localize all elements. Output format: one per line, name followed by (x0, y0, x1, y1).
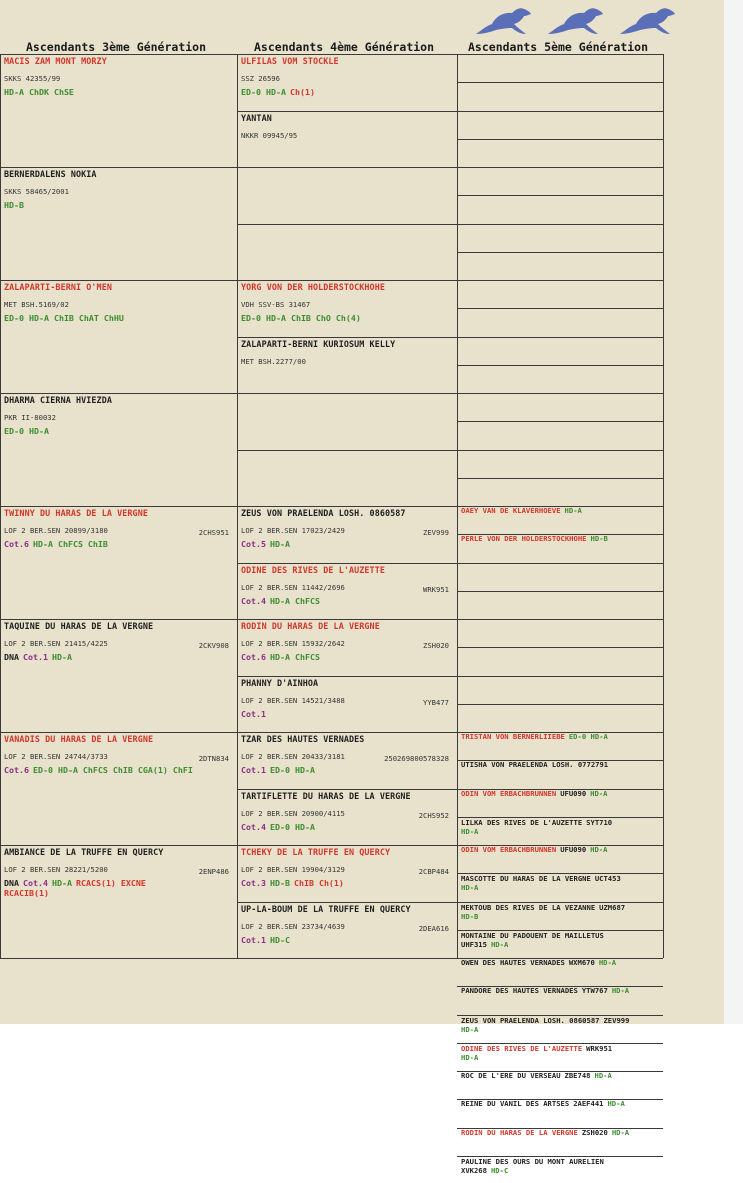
dog-name: YORG VON DER HOLDERSTOCKHOHE (241, 282, 385, 292)
dog-name: AMBIANCE DE LA TRUFFE EN QUERCY (4, 847, 164, 857)
registration-number: LOF 2 BER.SEN 21415/4225 (4, 639, 108, 648)
registration-number: LOF 2 BER.SEN 20899/3180 (4, 526, 108, 535)
tag-text: ED-0 HD-A (241, 87, 286, 97)
tag-line (461, 846, 661, 854)
grid-line (663, 54, 664, 958)
tag-text: HD-A (490, 940, 509, 949)
tag-text: ED-0 HD-A (4, 426, 49, 436)
running-dog-icon (474, 4, 532, 38)
dog-name: TARTIFLETTE DU HARAS DE LA VERGNE (241, 791, 411, 801)
ancestor-gen4-11 (241, 678, 453, 730)
registration-number: SKKS 58465/2001 (4, 187, 69, 196)
ancestor-gen5-4 (461, 168, 661, 194)
ancestor-gen4-4 (241, 282, 453, 335)
tag-text: Cot.1 (241, 765, 266, 775)
tag-text: ED-0 HD-A ChFCS ChIB CGA(1) ChFI (32, 765, 193, 775)
grid-line (237, 450, 457, 451)
ancestor-gen5-35 (461, 1044, 661, 1070)
tag-text: Cot.4 (241, 596, 266, 606)
registration-number: LOF 2 BER.SEN 15932/2642 (241, 639, 345, 648)
tag-text: HD-A (611, 987, 630, 995)
tag-text: ChIB Ch(1) (293, 878, 344, 888)
ancestor-gen5-23 (461, 705, 661, 731)
tag-text: HD-A ChFCS (269, 652, 320, 662)
ancestor-gen4-13 (241, 791, 453, 843)
grid-line (0, 506, 237, 507)
dog-name: ZALAPARTI-BERNI KURIOSUM KELLY (241, 339, 396, 349)
identification-code: ZEV999 (423, 528, 449, 537)
registration-number: LOF 2 BER.SEN 28221/5200 (4, 865, 108, 874)
tag-line (461, 761, 661, 769)
tag-text: HD-A ChFCS (269, 596, 320, 606)
tag-line (4, 87, 233, 97)
tag-text: TRISTAN VON BERNERLIIEBE (461, 733, 565, 741)
tag-text: WRK951 (586, 1044, 613, 1053)
ancestor-gen5-9 (461, 309, 661, 336)
tag-text: OWEN DES HAUTES VERNADES (461, 959, 565, 967)
tag-text: ZEV999 (603, 1016, 630, 1025)
tag-line (4, 426, 233, 436)
tag-line (461, 1053, 661, 1062)
registration-number: SSZ 26596 (241, 74, 280, 83)
tag-text: RCACS(1) EXCNE (75, 878, 146, 888)
ancestor-gen5-1 (461, 83, 661, 110)
tag-line (4, 313, 233, 323)
identification-code: 2CHS951 (198, 528, 229, 537)
dog-name: TAQUINE DU HARAS DE LA VERGNE (4, 621, 154, 631)
identification-code: 2DTN834 (198, 754, 229, 763)
tag-line (461, 535, 661, 543)
ancestor-gen5-37 (461, 1100, 661, 1127)
registration-number: LOF 2 BER.SEN 24744/3733 (4, 752, 108, 761)
grid-line (0, 845, 237, 846)
tag-text: MONTAINE DU PADOUENT DE MAILLETUS (461, 931, 604, 940)
ancestor-gen5-30 (461, 903, 661, 929)
dog-name: ZALAPARTI-BERNI O'MEN (4, 282, 112, 292)
grid-line (237, 506, 457, 507)
registration-number: LOF 2 BER.SEN 19904/3129 (241, 865, 345, 874)
ancestor-gen5-6 (461, 225, 661, 251)
tag-text: ED-0 HD-A ChIB ChO Ch(4) (241, 313, 361, 323)
tag-line (461, 507, 661, 515)
tag-text: HD-A (594, 1072, 612, 1080)
ancestor-gen5-11 (461, 366, 661, 392)
tag-text: UFU090 (560, 790, 587, 798)
ancestor-gen4-10 (241, 621, 453, 674)
ancestor-gen5-22 (461, 677, 661, 703)
ancestor-gen4-6 (241, 395, 453, 448)
tag-text: YTW767 (581, 987, 608, 995)
tag-text: ROC DE L'ERE DU VERSEAU (461, 1072, 561, 1080)
ancestor-gen4-15 (241, 904, 453, 956)
ancestor-gen4-5 (241, 339, 453, 391)
tag-text: HD-B (461, 912, 479, 921)
identification-code: 2CKV908 (198, 641, 229, 650)
ancestor-gen5-31 (461, 931, 661, 957)
tag-line (241, 822, 453, 832)
ancestor-gen3-0 (4, 56, 233, 165)
tag-text: ED-0 HD-A (269, 822, 315, 832)
page-edge (724, 0, 743, 1024)
tag-text: ZSH020 (581, 1129, 608, 1137)
identification-code: 2ENP486 (198, 867, 229, 876)
tag-text: HD-B (4, 200, 24, 210)
dog-name: TZAR DES HAUTES VERNADES (241, 734, 365, 744)
tag-text: UCT453 (594, 874, 621, 883)
tag-text: SYT710 (586, 818, 613, 827)
dog-name: YANTAN (241, 113, 272, 123)
tag-text: HD-A (598, 959, 617, 967)
tag-line (461, 874, 661, 883)
tag-text: Cot.4 (241, 822, 266, 832)
identification-code: 2DEA616 (418, 924, 449, 933)
tag-line (461, 790, 661, 798)
tag-line (241, 596, 453, 606)
registration-number: LOF 2 BER.SEN 20433/3181 (241, 752, 345, 761)
tag-text: Cot.6 (4, 765, 29, 775)
tag-text: 2AEF441 (573, 1100, 604, 1108)
tag-text: HD-A (590, 790, 608, 798)
dog-name: PHANNY D'AINHOA (241, 678, 319, 688)
tag-line (461, 733, 661, 741)
ancestor-gen4-12 (241, 734, 453, 787)
tag-text: Cot.5 (241, 539, 266, 549)
tag-text: UTISHA VON PRAELENDA LOSH. 0772791 (461, 761, 609, 769)
registration-number: PKR II-80032 (4, 413, 56, 422)
dog-name: DHARMA CIERNA HVIEZDA (4, 395, 112, 405)
tag-text: ED-0 HD-A (568, 733, 608, 741)
ancestor-gen5-8 (461, 281, 661, 307)
ancestor-gen4-3 (241, 226, 453, 278)
tag-line (241, 878, 453, 888)
tag-text: Cot.1 (241, 709, 266, 719)
ancestor-gen5-3 (461, 140, 661, 166)
registration-number: LOF 2 BER.SEN 11442/2696 (241, 583, 345, 592)
ancestor-gen5-39 (461, 1157, 661, 1183)
registration-number: MET BSH.2277/00 (241, 357, 306, 366)
ancestor-gen3-7 (4, 847, 233, 956)
registration-number: VDH SSV-BS 31467 (241, 300, 311, 309)
tag-text: XVK268 (461, 1166, 487, 1175)
registration-number: SKKS 42355/99 (4, 74, 61, 83)
ancestor-gen5-10 (461, 338, 661, 364)
grid-line (237, 732, 457, 733)
grid-line (237, 789, 457, 790)
tag-line (461, 940, 661, 949)
grid-line (237, 902, 457, 903)
tag-text: HD-B (269, 878, 290, 888)
grid-line (0, 732, 237, 733)
ancestor-gen3-5 (4, 621, 233, 730)
tag-text: LILKA DES RIVES DE L'AUZETTE (461, 818, 583, 827)
ancestor-gen5-27 (461, 818, 661, 844)
ancestor-gen5-16 (461, 507, 661, 533)
tag-text: RCACIB(1) (4, 888, 49, 898)
grid-line (0, 54, 237, 55)
grid-line (457, 958, 663, 959)
tag-text: HD-A ChDK ChSE (4, 87, 74, 97)
registration-number: LOF 2 BER.SEN 14521/3488 (241, 696, 345, 705)
ancestor-gen5-13 (461, 422, 661, 449)
ancestor-gen5-34 (461, 1016, 661, 1042)
tag-text: ODIN VOM ERBACHBRUNNEN (461, 790, 557, 798)
tag-line (241, 709, 453, 719)
tag-line (461, 1025, 661, 1034)
tag-line (461, 883, 661, 892)
tag-text: REINE DU VANIL DES ARTSES (461, 1100, 570, 1108)
tag-line (461, 1157, 661, 1166)
header-gen3: Ascendants 3ème Génération (26, 40, 207, 54)
ancestor-gen5-25 (461, 761, 661, 788)
ancestor-gen5-24 (461, 733, 661, 759)
registration-number: LOF 2 BER.SEN 17023/2429 (241, 526, 345, 535)
tag-line (461, 1100, 661, 1108)
grid-line (0, 280, 237, 281)
registration-number: MET BSH.5169/02 (4, 300, 69, 309)
tag-text: OAEY VAN DE KLAVERHOEVE (461, 507, 561, 515)
ancestor-gen5-12 (461, 394, 661, 420)
grid-line (0, 393, 237, 394)
identification-code: 2CHS952 (418, 811, 449, 820)
tag-text: HD-C (490, 1166, 509, 1175)
ancestor-gen4-1 (241, 113, 453, 165)
ancestor-gen5-5 (461, 196, 661, 223)
ancestor-gen5-19 (461, 592, 661, 618)
tag-line (461, 1129, 661, 1137)
dog-name: TCHEKY DE LA TRUFFE EN QUERCY (241, 847, 391, 857)
ancestor-gen5-17 (461, 535, 661, 562)
grid-line (237, 619, 457, 620)
tag-text: Cot.1 (23, 652, 48, 662)
identification-code: 2CBP484 (418, 867, 449, 876)
dog-name: VANADIS DU HARAS DE LA VERGNE (4, 734, 154, 744)
ancestor-gen5-18 (461, 564, 661, 590)
ancestor-gen3-4 (4, 508, 233, 617)
tag-text: Cot.6 (4, 539, 29, 549)
ancestor-gen3-3 (4, 395, 233, 504)
tag-text: MASCOTTE DU HARAS DE LA VERGNE (461, 874, 591, 883)
grid-line (237, 563, 457, 564)
identification-code: WRK951 (423, 585, 449, 594)
tag-line (4, 652, 233, 662)
ancestor-gen5-0 (461, 55, 661, 81)
ancestor-gen5-20 (461, 620, 661, 646)
tag-text: Cot.1 (241, 935, 266, 945)
tag-text: HD-A (269, 539, 290, 549)
tag-line (241, 935, 453, 945)
grid-line (237, 54, 457, 55)
tag-text: HD-A (51, 652, 72, 662)
tag-line (461, 1072, 661, 1080)
tag-text: Ch(1) (289, 87, 315, 97)
grid-line (237, 393, 457, 394)
tag-line (461, 931, 661, 940)
tag-text: UFU090 (560, 846, 587, 854)
tag-text: RODIN DU HARAS DE LA VERGNE (461, 1129, 578, 1137)
ancestor-gen5-33 (461, 987, 661, 1014)
tag-text: DNA (4, 878, 19, 888)
tag-text: Cot.3 (241, 878, 266, 888)
ancestor-gen5-28 (461, 846, 661, 872)
tag-text: HD-B (590, 535, 608, 543)
dog-name: BERNERDALENS NOKIA (4, 169, 97, 179)
tag-line (4, 878, 233, 888)
ancestor-gen5-2 (461, 112, 661, 138)
grid-line (237, 676, 457, 677)
tag-line (461, 903, 661, 912)
ancestor-gen5-14 (461, 451, 661, 477)
grid-line (0, 167, 237, 168)
tag-text: PAULINE DES OURS DU MONT AURELIEN (461, 1157, 604, 1166)
ancestor-gen5-15 (461, 479, 661, 505)
tag-text: ED-0 HD-A (269, 765, 315, 775)
grid-line (237, 845, 457, 846)
tag-text: HD-A (607, 1100, 625, 1108)
tag-line (461, 1044, 661, 1053)
ancestor-gen3-1 (4, 169, 233, 278)
grid-line (237, 224, 457, 225)
tag-text: HD-A (590, 846, 608, 854)
tag-text: HD-A (461, 1053, 479, 1062)
dog-name: RODIN DU HARAS DE LA VERGNE (241, 621, 380, 631)
tag-text: Cot.4 (23, 878, 48, 888)
tag-line (4, 539, 233, 549)
ancestor-gen5-32 (461, 959, 661, 985)
tag-line (461, 912, 661, 921)
tag-line (461, 818, 661, 827)
registration-number: LOF 2 BER.SEN 23734/4639 (241, 922, 345, 931)
grid-line (237, 111, 457, 112)
dog-name: UP-LA-BOUM DE LA TRUFFE EN QUERCY (241, 904, 411, 914)
header-gen4: Ascendants 4ème Génération (254, 40, 435, 54)
header-gen5: Ascendants 5ème Génération (468, 40, 649, 54)
dog-name: ZEUS VON PRAELENDA LOSH. 0860587 (241, 508, 406, 518)
ancestor-gen3-6 (4, 734, 233, 843)
ancestor-gen4-14 (241, 847, 453, 900)
tag-text: Cot.6 (241, 652, 266, 662)
ancestor-gen4-0 (241, 56, 453, 109)
tag-line (461, 827, 661, 836)
grid-line (237, 337, 457, 338)
tag-line (241, 87, 453, 97)
tag-text: HD-A (51, 878, 72, 888)
tag-text: PERLE VON DER HOLDERSTOCKHOHE (461, 535, 587, 543)
tag-text: PANDORE DES HAUTES VERNADES (461, 987, 578, 995)
identification-code: YYB477 (423, 698, 449, 707)
ancestor-gen4-9 (241, 565, 453, 617)
tag-text: ED-0 HD-A ChIB ChAT ChHU (4, 313, 124, 323)
ancestor-gen5-36 (461, 1072, 661, 1098)
ancestor-gen3-2 (4, 282, 233, 391)
tag-text: ODIN VOM ERBACHBRUNNEN (461, 846, 557, 854)
tag-text: ZBE748 (564, 1072, 591, 1080)
registration-number: NKKR 09945/95 (241, 131, 298, 140)
tag-text: HD-C (269, 935, 290, 945)
running-dog-icon (618, 4, 676, 38)
tag-text: DNA (4, 652, 19, 662)
tag-text: MEKTOUB DES RIVES DE LA VEZANNE (461, 903, 596, 912)
tag-text: HD-A (461, 827, 479, 836)
dog-name: ULFILAS VOM STOCKLE (241, 56, 339, 66)
ancestor-gen4-8 (241, 508, 453, 561)
tag-line (461, 959, 661, 967)
identification-code: ZSH020 (423, 641, 449, 650)
dog-name: TWINNY DU HARAS DE LA VERGNE (4, 508, 148, 518)
tag-line (241, 539, 453, 549)
grid-line (237, 280, 457, 281)
tag-line (241, 313, 453, 323)
tag-text: UZM687 (599, 903, 626, 912)
tag-text: ZEUS VON PRAELENDA LOSH. 0860587 (461, 1016, 600, 1025)
grid-line (0, 619, 237, 620)
tag-text: UHF315 (461, 940, 487, 949)
identification-code: 250269800578328 (384, 754, 449, 763)
tag-line (461, 1166, 661, 1175)
tag-text: WXM670 (568, 959, 595, 967)
ancestor-gen5-7 (461, 253, 661, 279)
tag-text: ODINE DES RIVES DE L'AUZETTE (461, 1044, 583, 1053)
grid-line (237, 958, 457, 959)
tag-text: HD-A (461, 883, 479, 892)
ancestor-gen4-2 (241, 169, 453, 222)
tag-line (241, 652, 453, 662)
tag-line (461, 987, 661, 995)
tag-line (4, 200, 233, 210)
tag-text: HD-A ChFCS ChIB (32, 539, 108, 549)
ancestor-gen4-7 (241, 452, 453, 504)
registration-number: LOF 2 BER.SEN 20900/4115 (241, 809, 345, 818)
ancestor-gen5-21 (461, 648, 661, 675)
ancestor-gen5-29 (461, 874, 661, 901)
tag-line (4, 888, 233, 898)
dog-name: ODINE DES RIVES DE L'AUZETTE (241, 565, 385, 575)
grid-line (0, 958, 237, 959)
tag-line (241, 765, 453, 775)
dog-name: MACIS ZAM MONT MORZY (4, 56, 107, 66)
ancestor-gen5-38 (461, 1129, 661, 1155)
ancestor-gen5-26 (461, 790, 661, 816)
tag-text: HD-A (461, 1025, 479, 1034)
running-dog-icon (546, 4, 604, 38)
tag-line (4, 765, 233, 775)
grid-line (237, 167, 457, 168)
tag-text: HD-A (611, 1129, 630, 1137)
tag-text: HD-A (564, 507, 582, 515)
